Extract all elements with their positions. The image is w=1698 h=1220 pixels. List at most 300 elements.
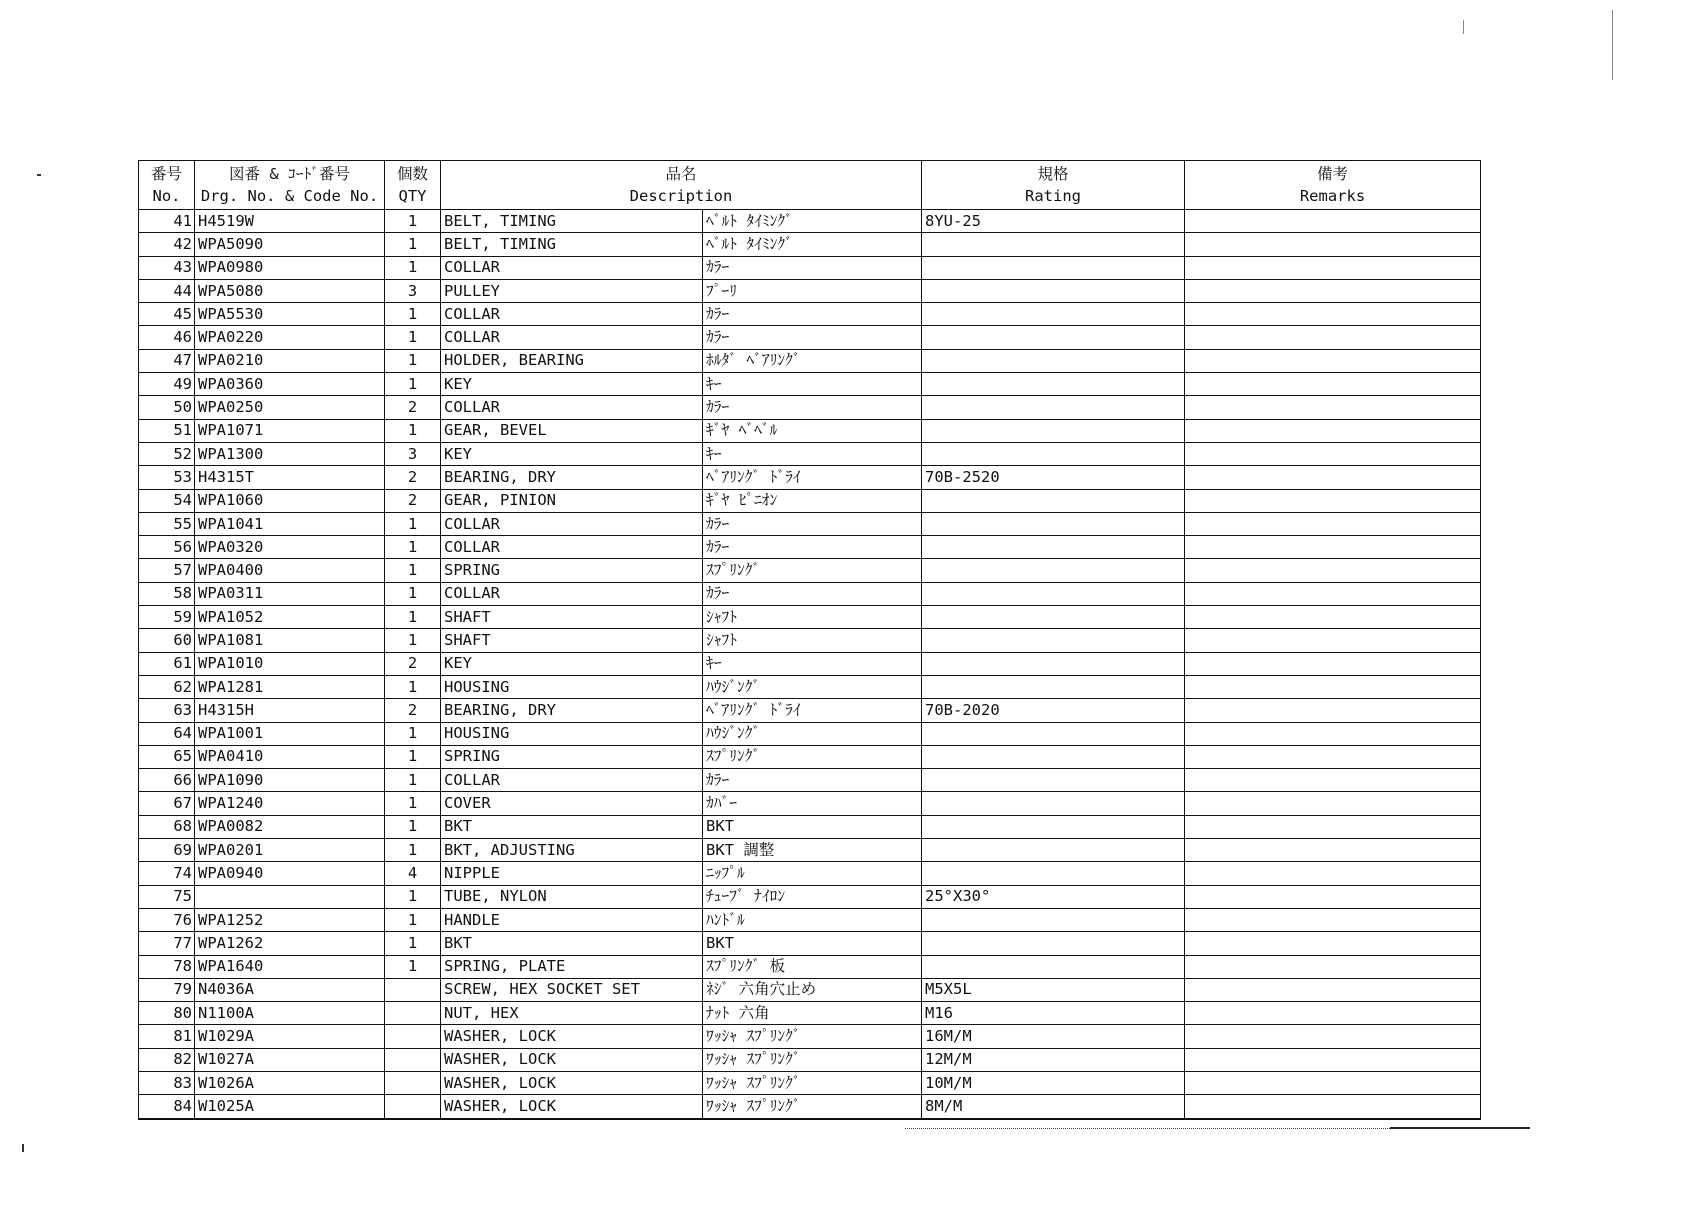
- remarks-cell: [1185, 303, 1481, 326]
- rating-cell: M5X5L: [922, 978, 1185, 1001]
- remarks-cell: [1185, 1002, 1481, 1025]
- table-row: [139, 839, 1481, 862]
- description-en-cell: WASHER, LOCK: [441, 1025, 703, 1048]
- remarks-cell: [1185, 1025, 1481, 1048]
- table-row: [139, 699, 1481, 722]
- description-jp-cell: ｶﾗｰ: [703, 256, 922, 279]
- drg-code-cell: H4315H: [195, 699, 385, 722]
- header-rating-en: Rating: [1025, 187, 1081, 205]
- rating-cell: [922, 279, 1185, 302]
- scan-speck: [1463, 20, 1464, 34]
- table-row: [139, 256, 1481, 279]
- table-row: [139, 233, 1481, 256]
- rating-cell: 70B-2520: [922, 466, 1185, 489]
- table-row: [139, 373, 1481, 396]
- quantity-cell: 1: [385, 745, 441, 768]
- description-jp-cell: ﾊｳｼﾞﾝｸﾞ: [703, 675, 922, 698]
- quantity-cell: 1: [385, 582, 441, 605]
- drg-code-cell: W1029A: [195, 1025, 385, 1048]
- rating-cell: [922, 745, 1185, 768]
- description-jp-cell: ﾜｯｼｬ ｽﾌﾟﾘﾝｸﾞ: [703, 1095, 922, 1119]
- rating-cell: [922, 815, 1185, 838]
- description-en-cell: WASHER, LOCK: [441, 1048, 703, 1071]
- description-jp-cell: ﾊﾝﾄﾞﾙ: [703, 908, 922, 931]
- description-jp-cell: ｷｰ: [703, 442, 922, 465]
- row-number-cell: 49: [139, 373, 195, 396]
- header-desc-en: Description: [629, 187, 733, 205]
- row-number-cell: 69: [139, 839, 195, 862]
- drg-code-cell: WPA0220: [195, 326, 385, 349]
- row-number-cell: 79: [139, 978, 195, 1001]
- table-row: [139, 512, 1481, 535]
- quantity-cell: 1: [385, 769, 441, 792]
- description-en-cell: HOUSING: [441, 722, 703, 745]
- description-jp-cell: ﾍﾞｱﾘﾝｸﾞ ﾄﾞﾗｲ: [703, 699, 922, 722]
- rating-cell: [922, 512, 1185, 535]
- row-number-cell: 51: [139, 419, 195, 442]
- header-drg-code: [195, 161, 385, 210]
- quantity-cell: 1: [385, 722, 441, 745]
- quantity-cell: 1: [385, 839, 441, 862]
- remarks-cell: [1185, 745, 1481, 768]
- rating-cell: 16M/M: [922, 1025, 1185, 1048]
- scan-speck: [22, 1144, 24, 1152]
- description-jp-cell: ｶﾗｰ: [703, 769, 922, 792]
- description-en-cell: HANDLE: [441, 908, 703, 931]
- table-row: [139, 326, 1481, 349]
- table-row: [139, 978, 1481, 1001]
- drg-code-cell: WPA0940: [195, 862, 385, 885]
- remarks-cell: [1185, 396, 1481, 419]
- row-number-cell: 53: [139, 466, 195, 489]
- table-row: [139, 652, 1481, 675]
- description-en-cell: COLLAR: [441, 303, 703, 326]
- row-number-cell: 83: [139, 1071, 195, 1094]
- rating-cell: [922, 629, 1185, 652]
- description-jp-cell: ﾎﾙﾀﾞ ﾍﾞｱﾘﾝｸﾞ: [703, 349, 922, 372]
- description-en-cell: GEAR, PINION: [441, 489, 703, 512]
- row-number-cell: 52: [139, 442, 195, 465]
- drg-code-cell: WPA1010: [195, 652, 385, 675]
- drg-code-cell: WPA0980: [195, 256, 385, 279]
- description-jp-cell: ｷﾞﾔ ﾋﾟﾆｵﾝ: [703, 489, 922, 512]
- row-number-cell: 74: [139, 862, 195, 885]
- description-jp-cell: ｶﾗｰ: [703, 396, 922, 419]
- header-no: [139, 161, 195, 210]
- header-qty-en: QTY: [398, 187, 427, 205]
- row-number-cell: 60: [139, 629, 195, 652]
- quantity-cell: 2: [385, 466, 441, 489]
- header-drg-jp: 図番 & ｺｰﾄﾞ番号: [229, 165, 350, 183]
- description-en-cell: PULLEY: [441, 279, 703, 302]
- description-jp-cell: ﾜｯｼｬ ｽﾌﾟﾘﾝｸﾞ: [703, 1048, 922, 1071]
- quantity-cell: 1: [385, 885, 441, 908]
- quantity-cell: 1: [385, 326, 441, 349]
- drg-code-cell: N4036A: [195, 978, 385, 1001]
- row-number-cell: 55: [139, 512, 195, 535]
- drg-code-cell: H4315T: [195, 466, 385, 489]
- remarks-cell: [1185, 792, 1481, 815]
- rating-cell: 8M/M: [922, 1095, 1185, 1119]
- description-en-cell: HOUSING: [441, 675, 703, 698]
- table-row: [139, 466, 1481, 489]
- description-en-cell: WASHER, LOCK: [441, 1095, 703, 1119]
- rating-cell: [922, 652, 1185, 675]
- quantity-cell: 1: [385, 349, 441, 372]
- drg-code-cell: WPA0201: [195, 839, 385, 862]
- row-number-cell: 84: [139, 1095, 195, 1119]
- description-en-cell: BKT: [441, 932, 703, 955]
- remarks-cell: [1185, 559, 1481, 582]
- table-row: [139, 769, 1481, 792]
- description-en-cell: COLLAR: [441, 326, 703, 349]
- row-number-cell: 81: [139, 1025, 195, 1048]
- quantity-cell: 4: [385, 862, 441, 885]
- description-jp-cell: ｶﾊﾞｰ: [703, 792, 922, 815]
- table-row: [139, 932, 1481, 955]
- quantity-cell: 2: [385, 489, 441, 512]
- row-number-cell: 41: [139, 210, 195, 233]
- drg-code-cell: WPA1281: [195, 675, 385, 698]
- description-jp-cell: BKT: [703, 815, 922, 838]
- quantity-cell: [385, 1002, 441, 1025]
- rating-cell: [922, 233, 1185, 256]
- quantity-cell: 3: [385, 279, 441, 302]
- rating-cell: [922, 606, 1185, 629]
- description-en-cell: KEY: [441, 373, 703, 396]
- rating-cell: 8YU-25: [922, 210, 1185, 233]
- row-number-cell: 75: [139, 885, 195, 908]
- quantity-cell: 1: [385, 256, 441, 279]
- row-number-cell: 62: [139, 675, 195, 698]
- description-en-cell: GEAR, BEVEL: [441, 419, 703, 442]
- drg-code-cell: WPA0210: [195, 349, 385, 372]
- header-remarks-en: Remarks: [1299, 187, 1366, 205]
- description-en-cell: WASHER, LOCK: [441, 1071, 703, 1094]
- rating-cell: [922, 442, 1185, 465]
- description-jp-cell: BKT: [703, 932, 922, 955]
- rating-cell: [922, 256, 1185, 279]
- header-rating-jp: 規格: [1037, 165, 1069, 183]
- remarks-cell: [1185, 1048, 1481, 1071]
- drg-code-cell: WPA0410: [195, 745, 385, 768]
- table-row: [139, 885, 1481, 908]
- table-row: [139, 349, 1481, 372]
- rating-cell: [922, 303, 1185, 326]
- drg-code-cell: W1025A: [195, 1095, 385, 1119]
- drg-code-cell: [195, 885, 385, 908]
- rating-cell: [922, 839, 1185, 862]
- description-en-cell: BKT: [441, 815, 703, 838]
- description-jp-cell: BKT 調整: [703, 839, 922, 862]
- remarks-cell: [1185, 256, 1481, 279]
- table-row: [139, 1002, 1481, 1025]
- description-en-cell: NUT, HEX: [441, 1002, 703, 1025]
- description-jp-cell: ﾁｭｰﾌﾞ ﾅｲﾛﾝ: [703, 885, 922, 908]
- drg-code-cell: WPA1090: [195, 769, 385, 792]
- quantity-cell: 2: [385, 699, 441, 722]
- rating-cell: 12M/M: [922, 1048, 1185, 1071]
- row-number-cell: 54: [139, 489, 195, 512]
- description-jp-cell: ﾈｼﾞ 六角穴止め: [703, 978, 922, 1001]
- parts-table-body: [139, 210, 1481, 1119]
- row-number-cell: 58: [139, 582, 195, 605]
- table-row: [139, 675, 1481, 698]
- remarks-cell: [1185, 512, 1481, 535]
- quantity-cell: 3: [385, 442, 441, 465]
- remarks-cell: [1185, 815, 1481, 838]
- description-jp-cell: ｽﾌﾟﾘﾝｸﾞ 板: [703, 955, 922, 978]
- description-en-cell: BEARING, DRY: [441, 699, 703, 722]
- drg-code-cell: WPA5080: [195, 279, 385, 302]
- rating-cell: [922, 489, 1185, 512]
- header-no-jp: 番号: [150, 165, 182, 183]
- rating-cell: [922, 349, 1185, 372]
- description-jp-cell: ｶﾗｰ: [703, 303, 922, 326]
- header-desc-jp: 品名: [665, 165, 697, 183]
- description-jp-cell: ﾍﾞﾙﾄ ﾀｲﾐﾝｸﾞ: [703, 233, 922, 256]
- header-description: [441, 161, 922, 210]
- row-number-cell: 56: [139, 536, 195, 559]
- description-en-cell: COLLAR: [441, 512, 703, 535]
- description-en-cell: SPRING, PLATE: [441, 955, 703, 978]
- rating-cell: [922, 582, 1185, 605]
- header-qty-jp: 個数: [396, 165, 428, 183]
- description-en-cell: BKT, ADJUSTING: [441, 839, 703, 862]
- remarks-cell: [1185, 349, 1481, 372]
- header-remarks: [1185, 161, 1481, 210]
- rating-cell: [922, 908, 1185, 931]
- description-en-cell: COLLAR: [441, 256, 703, 279]
- description-jp-cell: ﾌﾟｰﾘ: [703, 279, 922, 302]
- remarks-cell: [1185, 769, 1481, 792]
- quantity-cell: 2: [385, 652, 441, 675]
- drg-code-cell: W1026A: [195, 1071, 385, 1094]
- description-en-cell: KEY: [441, 442, 703, 465]
- rating-cell: [922, 955, 1185, 978]
- table-row: [139, 396, 1481, 419]
- description-en-cell: SHAFT: [441, 606, 703, 629]
- table-row: [139, 629, 1481, 652]
- row-number-cell: 46: [139, 326, 195, 349]
- quantity-cell: 1: [385, 815, 441, 838]
- rating-cell: [922, 722, 1185, 745]
- table-row: [139, 862, 1481, 885]
- description-en-cell: COVER: [441, 792, 703, 815]
- description-jp-cell: ｶﾗｰ: [703, 326, 922, 349]
- rating-cell: [922, 373, 1185, 396]
- remarks-cell: [1185, 675, 1481, 698]
- description-en-cell: SCREW, HEX SOCKET SET: [441, 978, 703, 1001]
- table-row: [139, 1048, 1481, 1071]
- table-row: [139, 1095, 1481, 1119]
- drg-code-cell: WPA1052: [195, 606, 385, 629]
- remarks-cell: [1185, 839, 1481, 862]
- description-en-cell: BEARING, DRY: [441, 466, 703, 489]
- row-number-cell: 66: [139, 769, 195, 792]
- description-jp-cell: ﾅｯﾄ 六角: [703, 1002, 922, 1025]
- row-number-cell: 82: [139, 1048, 195, 1071]
- table-row: [139, 419, 1481, 442]
- remarks-cell: [1185, 442, 1481, 465]
- description-jp-cell: ｶﾗｰ: [703, 536, 922, 559]
- row-number-cell: 64: [139, 722, 195, 745]
- remarks-cell: [1185, 582, 1481, 605]
- drg-code-cell: WPA0311: [195, 582, 385, 605]
- rating-cell: [922, 792, 1185, 815]
- quantity-cell: 1: [385, 512, 441, 535]
- quantity-cell: [385, 1095, 441, 1119]
- table-row: [139, 1025, 1481, 1048]
- header-qty: [385, 161, 441, 210]
- quantity-cell: 1: [385, 629, 441, 652]
- header-remarks-jp: 備考: [1316, 165, 1348, 183]
- remarks-cell: [1185, 1071, 1481, 1094]
- header-drg-en: Drg. No. & Code No.: [200, 187, 379, 205]
- description-en-cell: COLLAR: [441, 582, 703, 605]
- drg-code-cell: WPA1252: [195, 908, 385, 931]
- row-number-cell: 57: [139, 559, 195, 582]
- quantity-cell: 1: [385, 210, 441, 233]
- drg-code-cell: WPA1041: [195, 512, 385, 535]
- quantity-cell: [385, 1025, 441, 1048]
- rating-cell: 10M/M: [922, 1071, 1185, 1094]
- table-row: [139, 279, 1481, 302]
- quantity-cell: 1: [385, 559, 441, 582]
- description-jp-cell: ｶﾗｰ: [703, 512, 922, 535]
- remarks-cell: [1185, 885, 1481, 908]
- remarks-cell: [1185, 932, 1481, 955]
- quantity-cell: 1: [385, 536, 441, 559]
- quantity-cell: 1: [385, 373, 441, 396]
- drg-code-cell: WPA1640: [195, 955, 385, 978]
- drg-code-cell: WPA5090: [195, 233, 385, 256]
- remarks-cell: [1185, 606, 1481, 629]
- description-en-cell: NIPPLE: [441, 862, 703, 885]
- row-number-cell: 50: [139, 396, 195, 419]
- rating-cell: [922, 932, 1185, 955]
- header-rating: [922, 161, 1185, 210]
- description-jp-cell: ｷｰ: [703, 373, 922, 396]
- row-number-cell: 78: [139, 955, 195, 978]
- row-number-cell: 68: [139, 815, 195, 838]
- rating-cell: [922, 536, 1185, 559]
- row-number-cell: 77: [139, 932, 195, 955]
- description-en-cell: BELT, TIMING: [441, 233, 703, 256]
- quantity-cell: 1: [385, 233, 441, 256]
- table-row: [139, 442, 1481, 465]
- rating-cell: 25°X30°: [922, 885, 1185, 908]
- table-row: [139, 792, 1481, 815]
- description-en-cell: COLLAR: [441, 769, 703, 792]
- drg-code-cell: N1100A: [195, 1002, 385, 1025]
- rating-cell: 70B-2020: [922, 699, 1185, 722]
- remarks-cell: [1185, 466, 1481, 489]
- table-row: [139, 489, 1481, 512]
- remarks-cell: [1185, 326, 1481, 349]
- drg-code-cell: WPA1240: [195, 792, 385, 815]
- table-row: [139, 536, 1481, 559]
- description-jp-cell: ﾜｯｼｬ ｽﾌﾟﾘﾝｸﾞ: [703, 1025, 922, 1048]
- drg-code-cell: WPA0082: [195, 815, 385, 838]
- row-number-cell: 67: [139, 792, 195, 815]
- remarks-cell: [1185, 908, 1481, 931]
- description-jp-cell: ﾜｯｼｬ ｽﾌﾟﾘﾝｸﾞ: [703, 1071, 922, 1094]
- row-number-cell: 80: [139, 1002, 195, 1025]
- quantity-cell: [385, 1048, 441, 1071]
- table-row: [139, 815, 1481, 838]
- description-en-cell: COLLAR: [441, 396, 703, 419]
- description-jp-cell: ﾍﾞﾙﾄ ﾀｲﾐﾝｸﾞ: [703, 210, 922, 233]
- description-en-cell: HOLDER, BEARING: [441, 349, 703, 372]
- rating-cell: [922, 419, 1185, 442]
- table-header-row: [139, 161, 1481, 210]
- drg-code-cell: WPA0250: [195, 396, 385, 419]
- remarks-cell: [1185, 722, 1481, 745]
- drg-code-cell: WPA1262: [195, 932, 385, 955]
- row-number-cell: 61: [139, 652, 195, 675]
- remarks-cell: [1185, 210, 1481, 233]
- quantity-cell: 1: [385, 908, 441, 931]
- description-jp-cell: ｼｬﾌﾄ: [703, 606, 922, 629]
- description-en-cell: SHAFT: [441, 629, 703, 652]
- parts-list-table: [138, 160, 1481, 1120]
- description-jp-cell: ｶﾗｰ: [703, 582, 922, 605]
- rating-cell: [922, 326, 1185, 349]
- row-number-cell: 76: [139, 908, 195, 931]
- drg-code-cell: WPA1081: [195, 629, 385, 652]
- description-jp-cell: ｷﾞﾔ ﾍﾞﾍﾞﾙ: [703, 419, 922, 442]
- drg-code-cell: WPA0320: [195, 536, 385, 559]
- table-row: [139, 1071, 1481, 1094]
- description-en-cell: SPRING: [441, 745, 703, 768]
- drg-code-cell: WPA0360: [195, 373, 385, 396]
- drg-code-cell: W1027A: [195, 1048, 385, 1071]
- row-number-cell: 63: [139, 699, 195, 722]
- scan-speck: [37, 174, 41, 176]
- quantity-cell: 1: [385, 419, 441, 442]
- table-row: [139, 303, 1481, 326]
- remarks-cell: [1185, 1095, 1481, 1119]
- quantity-cell: [385, 1071, 441, 1094]
- remarks-cell: [1185, 699, 1481, 722]
- drg-code-cell: WPA1001: [195, 722, 385, 745]
- description-jp-cell: ﾊｳｼﾞﾝｸﾞ: [703, 722, 922, 745]
- drg-code-cell: WPA1060: [195, 489, 385, 512]
- description-en-cell: COLLAR: [441, 536, 703, 559]
- description-jp-cell: ｷｰ: [703, 652, 922, 675]
- table-row: [139, 606, 1481, 629]
- remarks-cell: [1185, 629, 1481, 652]
- rating-cell: [922, 862, 1185, 885]
- rating-cell: M16: [922, 1002, 1185, 1025]
- table-row: [139, 210, 1481, 233]
- quantity-cell: 1: [385, 675, 441, 698]
- row-number-cell: 59: [139, 606, 195, 629]
- row-number-cell: 42: [139, 233, 195, 256]
- row-number-cell: 44: [139, 279, 195, 302]
- quantity-cell: 1: [385, 792, 441, 815]
- row-number-cell: 45: [139, 303, 195, 326]
- quantity-cell: [385, 978, 441, 1001]
- remarks-cell: [1185, 279, 1481, 302]
- description-en-cell: BELT, TIMING: [441, 210, 703, 233]
- description-jp-cell: ﾆｯﾌﾟﾙ: [703, 862, 922, 885]
- remarks-cell: [1185, 233, 1481, 256]
- description-jp-cell: ｽﾌﾟﾘﾝｸﾞ: [703, 559, 922, 582]
- remarks-cell: [1185, 978, 1481, 1001]
- scan-speck: [1612, 10, 1613, 80]
